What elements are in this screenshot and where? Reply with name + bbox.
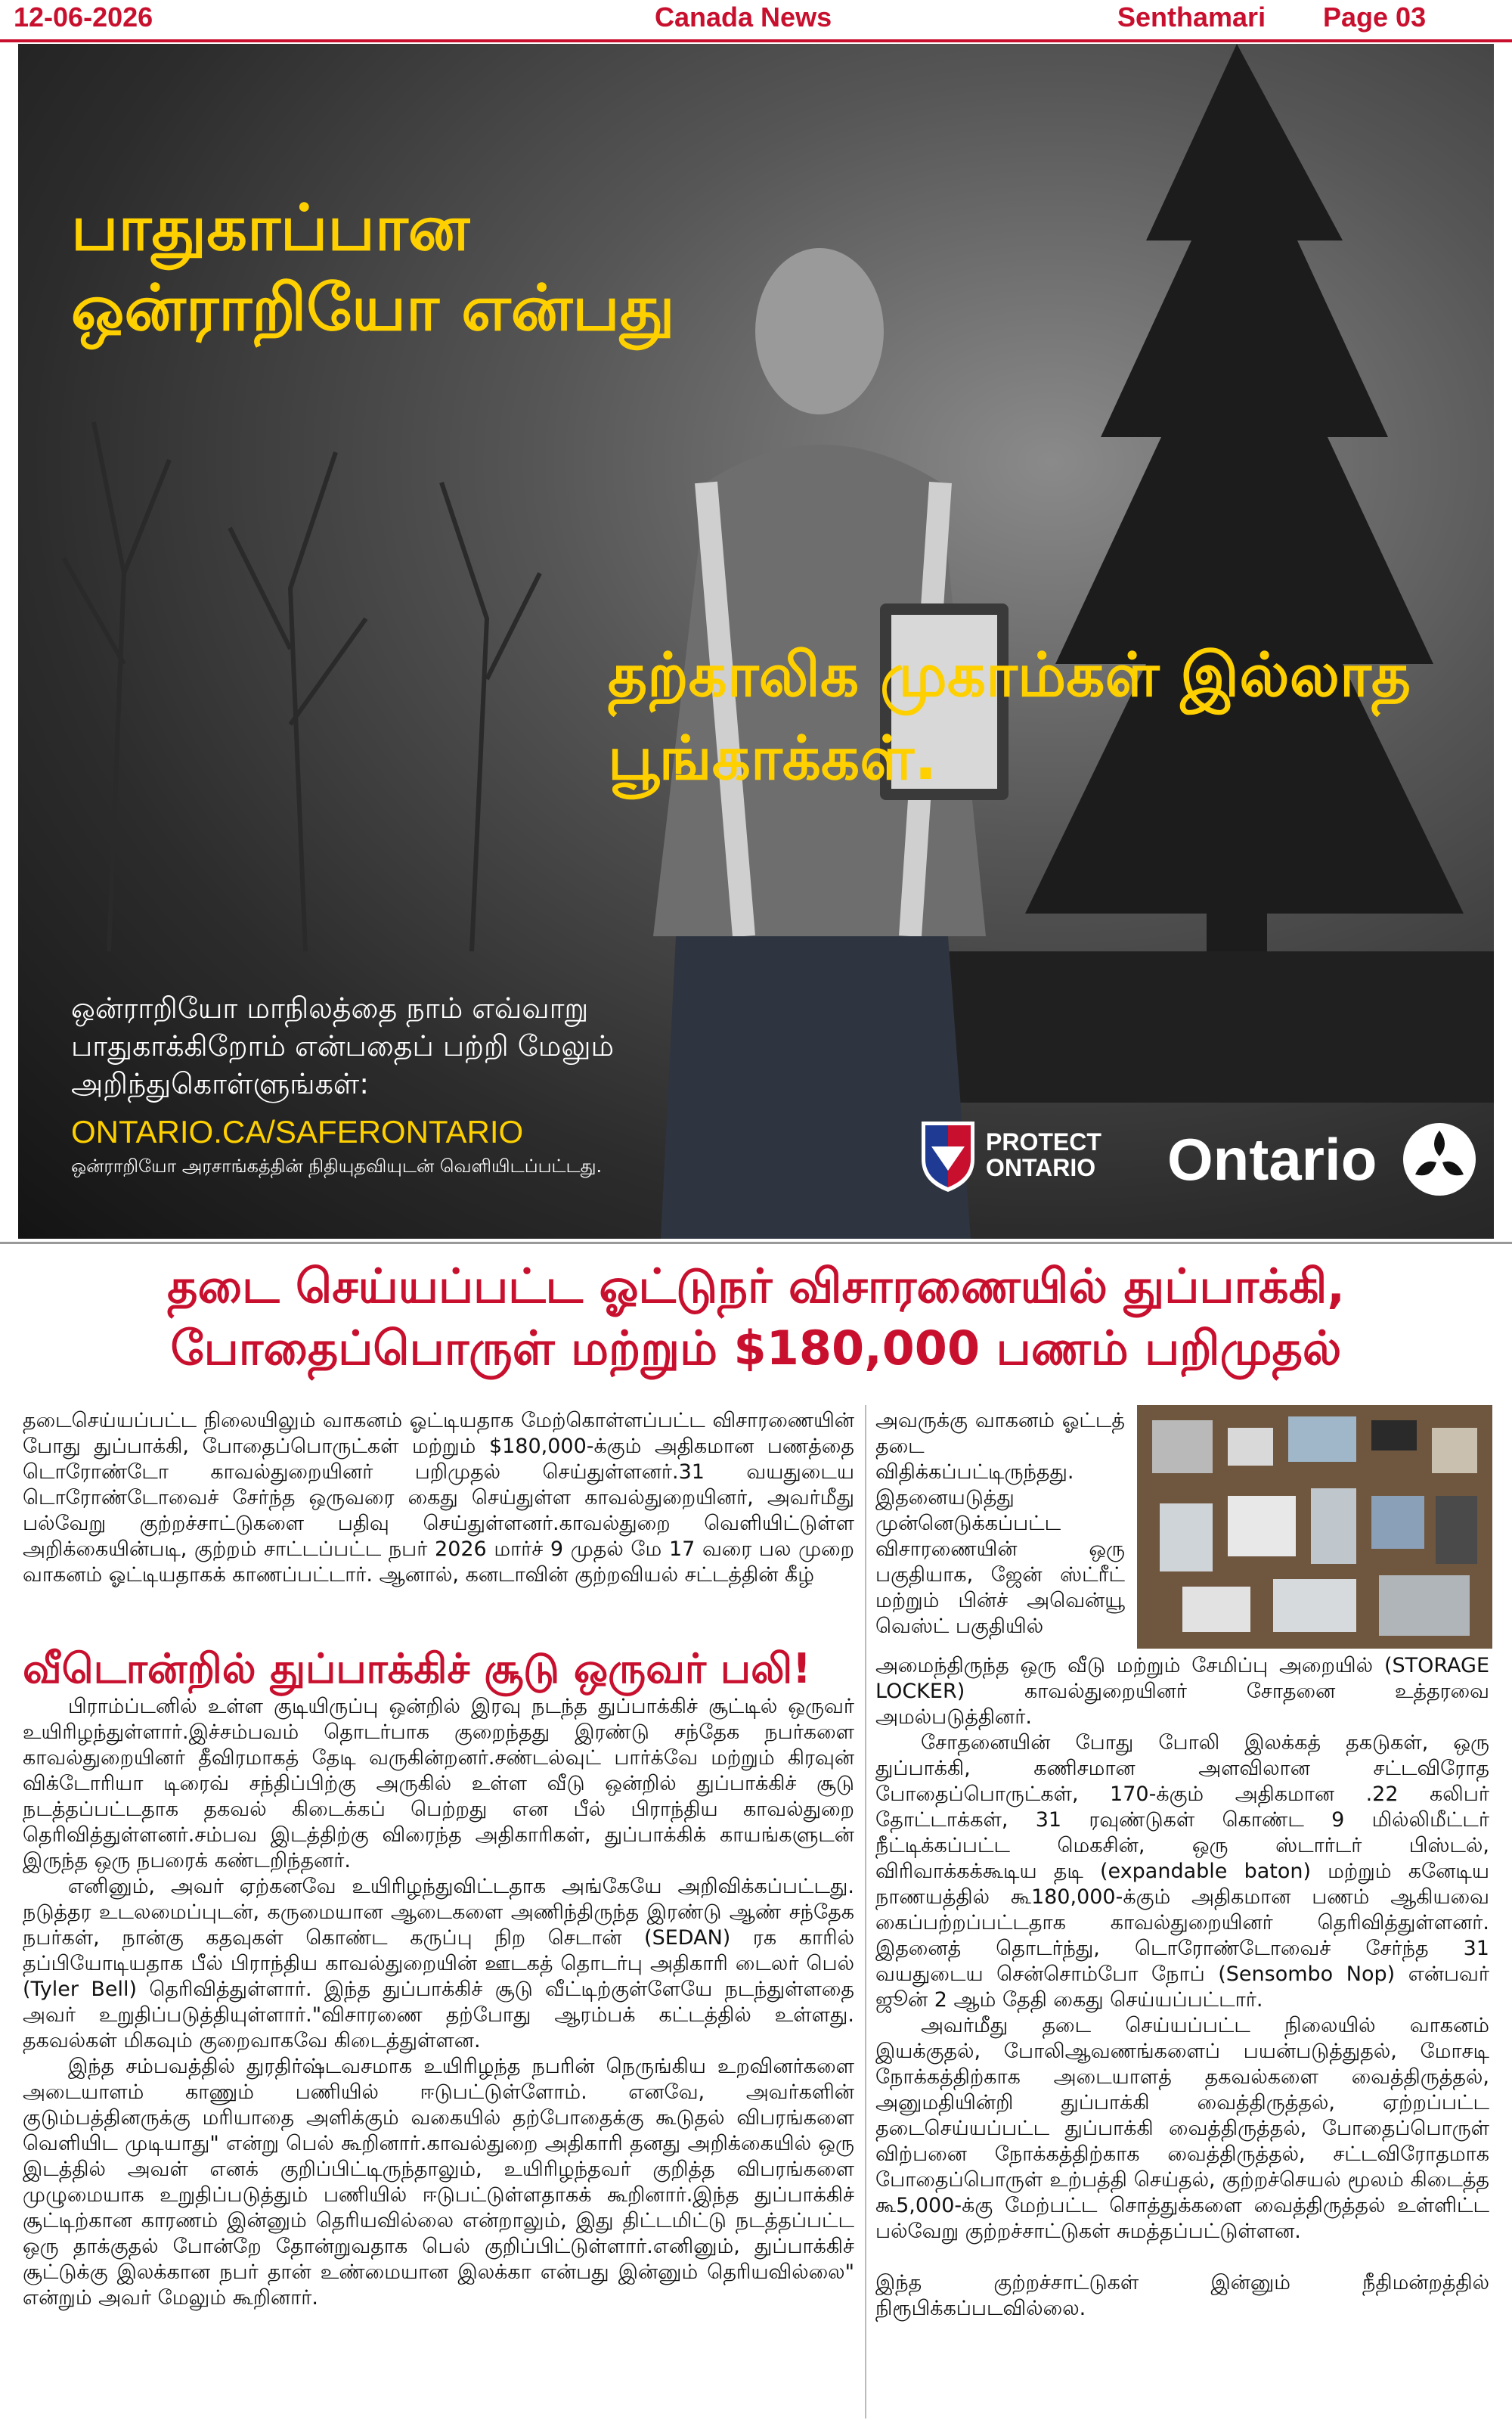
section-name: Canada News xyxy=(655,2,832,33)
article2-body: பிராம்ப்டனில் உள்ள குடியிருப்பு ஒன்றில் இரவு நடந்த துப்பாக்கிச் சூட்டில் ஒருவர் உயிரிழந்துள்ளார்.இச்சம்பவம் தொடர்பாக குறைந்தது இரண்டு சந்தேக நபர்களை காவல்துறையினர் தீவிரமாகத் தேடி வருகின்றனர்.சண்டல்வுட் பார்க்வே மற்றும் கிரவுன் விக்டோரியா டிரைவ் சந்திப்பிற்கு அருகில் உள்ள வீடு ஒன்றில் துப்பாக்கிச் சூடு நடத்தப்பட்டதாக தகவல் கிடைக்கப் பெற்றது என பீல் பிராந்திய காவல்துறை தெரிவித்துள்ளனர்.சம்பவ இடத்திற்கு விரைந்த அதிகாரிகள், துப்பாக்கிக் காயங்களுடன் இருந்த ஒரு நபரைக் கண்டறிந்தனர். எனினும், அவர் ஏற்கனவே உயிரிழந்துவிட்டதாக அங்கேயே அறிவிக்கப்பட்டது. நடுத்தர உடலமைப்புடன், கருமையான ஆடைகளை அணிந்திருந்த இரண்டு ஆண் சந்தேக நபர்கள், நான்கு கதவுகள் கொண்ட கருப்பு நிற செடான் (SEDAN) ரக காரில் தப்பியோடியதாக பீல் பிராந்திய காவல்துறையின் ஊடகத் தொடர்பு அதிகாரி டைலர் பெல் (Tyler Bell) தெரிவித்துள்ளார். இந்த துப்பாக்கிச் சூடு வீட்டிற்குள்ளேயே நடந்துள்ளதை அவர் உறுதிப்படுத்தியுள்ளார்."விசாரணை தற்போது ஆரம்பக் கட்டத்தில் உள்ளது. தகவல்கள் மிகவும் குறைவாகவே கிடைத்துள்ளன. இந்த சம்பவத்தில் துரதிர்ஷ்டவசமாக உயிரிழந்த நபரின் நெருங்கிய உறவினர்களை அடையாளம் காணும் பணியில் ஈடுபட்டுள்ளோம். எனவே, அவர்களின் குடும்பத்தினருக்கு மரியாதை அளிக்கும் வகையில் தற்போதைக்கு கூடுதல் விபரங்களை வெளியிட முடியாது" என்று பெல் கூறினார்.காவல்துறை அதிகாரி தனது அறிக்கையில் ஒரு இடத்தில் அவள் எனக் குறிப்பிட்டிருந்தாலும், உயிரிழந்தவர் குறித்த விபரங்களை முழுமையாக உறுதிப்படுத்தும் பணியில் ஈடுபட்டுள்ளதாகக் கூறினார்.இந்த துப்பாக்கிச் சூட்டிற்கான காரணம் இன்னும் தெரியவில்லை என்றாலும், இது திட்டமிட்டு நடத்தப்பட்ட ஒரு தாக்குதல் போன்றே தோன்றுவதாக பெல் குறிப்பிட்டுள்ளார்.எனினும், துப்பாக்கிச் சூட்டுக்கு இலக்கான நபர் தான் உண்மையான இலக்கா என்பது இன்னும் தெரியவில்லை" என்றும் அவர் மேலும் கூறினார். xyxy=(23,1695,854,2310)
article1-title: தடை செய்யப்பட்ட ஓட்டுநர் விசாரணையில் துப்பாக்கி, போதைப்பொருள் மற்றும் $180,000 பணம் பறிமுதல் xyxy=(167,1258,1345,1376)
page-header xyxy=(0,0,1512,39)
ontario-trillium-icon xyxy=(1402,1122,1477,1197)
page-date: 12-06-2026 xyxy=(14,2,153,33)
ad-headline: பாதுகாப்பான ஒன்ராறியோ என்பது xyxy=(71,191,675,345)
article2-title: வீடொன்றில் துப்பாக்கிச் சூடு ஒருவர் பலி! xyxy=(23,1645,811,1692)
ad-divider xyxy=(0,1242,1512,1244)
ad-url-link[interactable]: ONTARIO.CA/SAFERONTARIO xyxy=(71,1114,524,1150)
column-divider xyxy=(865,1405,866,2418)
ad-subheadline: தற்காலிக முகாம்கள் இல்லாத பூங்காக்கள். xyxy=(608,640,1411,793)
ad-body-text: ஒன்ராறியோ மாநிலத்தை நாம் எவ்வாறு பாதுகாக்கிறோம் என்பதைப் பற்றி மேலும் அறிந்துகொள்ளுங்கள்: xyxy=(71,991,615,1100)
page-number: Page 03 xyxy=(1323,2,1427,33)
seized-items-photo xyxy=(1137,1405,1492,1649)
protect-ontario-shield-icon xyxy=(918,1118,978,1193)
header-rule xyxy=(0,39,1512,42)
ad-funding-note: ஒன்ராறியோ அரசாங்கத்தின் நிதியுதவியுடன் வெளியிடப்பட்டது. xyxy=(71,1156,603,1177)
publication-name: Senthamari xyxy=(1117,2,1266,33)
ontario-wordmark: Ontario xyxy=(1167,1126,1377,1193)
article1-body: அமைந்திருந்த ஒரு வீடு மற்றும் சேமிப்பு அறையில் (STORAGE LOCKER) காவல்துறையினர் சோதனை உத்தரவை அமல்படுத்தினர். சோதனையின் போது போலி இலக்கத் தகடுகள், ஒரு துப்பாக்கி, கணிசமான அளவிலான சட்டவிரோத போதைப்பொருட்கள், 170-க்கும் அதிகமான .22 கலிபர் தோட்டாக்கள், 31 ரவுண்டுகள் கொண்ட 9 மில்லிமீட்டர் நீட்டிக்கப்பட்ட மெகசின், ஒரு ஸ்டார்டர் பிஸ்டல், விரிவாக்கக்கூடிய தடி (expandable baton) மற்றும் கனேடிய நாணயத்தில் கூ180,000-க்கும் அதிகமான பணம் ஆகியவை கைப்பற்றப்பட்டதாக காவல்துறையினர் தெரிவித்துள்ளனர். இதனைத் தொடர்ந்து, டொரோண்டோவைச் சேர்ந்த 31 வயதுடைய சென்சொம்போ நோப் (Sensombo Nop) என்பவர் ஜூன் 2 ஆம் தேதி கைது செய்யப்பட்டார். அவர்மீது தடை செய்யப்பட்ட நிலையில் வாகனம் இயக்குதல், போலிஆவணங்களைப் பயன்படுத்துதல், மோசடி நோக்கத்திற்காக அடையாளத் தகவல்களை வைத்திருத்தல், அனுமதியின்றி துப்பாக்கி வைத்திருத்தல், ஏற்றப்பட்ட தடைசெய்யப்பட்ட துப்பாக்கி வைத்திருத்தல், போதைப்பொருள் விற்பனை நோக்கத்திற்காக வைத்திருத்தல், சட்டவிரோதமாக போதைப்பொருள் உற்பத்தி செய்தல், குற்றச்செயல் மூலம் கிடைத்த கூ5,000-க்கு மேற்பட்ட சொத்துக்களை வைத்திருத்தல் உள்ளிட்ட பல்வேறு குற்றச்சாட்டுகள் சுமத்தப்பட்டுள்ளன. இந்த குற்றச்சாட்டுகள் இன்னும் நீதிமன்றத்தில் நிரூபிக்கப்படவில்லை. xyxy=(875,1654,1489,2320)
protect-ontario-text: PROTECT ONTARIO xyxy=(986,1128,1101,1181)
article1-continuation: அவருக்கு வாகனம் ஓட்டத் தடை விதிக்கப்பட்டிருந்தது. இதனையடுத்து முன்னெடுக்கப்பட்ட விசாரணையின் ஒரு பகுதியாக, ஜேன் ஸ்ட்ரீட் மற்றும் பின்ச் அவென்யூ வெஸ்ட் பகுதியில் xyxy=(875,1409,1125,1638)
ontario-advertisement[interactable] xyxy=(18,44,1494,1239)
article1-intro: தடைசெய்யப்பட்ட நிலையிலும் வாகனம் ஓட்டியதாக மேற்கொள்ளப்பட்ட விசாரணையின் போது துப்பாக்கி, போதைப்பொருட்கள் மற்றும் $180,000-க்கும் அதிகமான பணத்தை டொரோண்டோ காவல்துறையினர் பறிமுதல் செய்துள்ளனர்.31 வயதுடைய டொரோண்டோவைச் சேர்ந்த ஒருவரை கைது செய்துள்ள காவல்துறையினர், அவர்மீது பல்வேறு குற்றச்சாட்டுகளை பதிவு செய்துள்ளனர்.காவல்துறை வெளியிட்டுள்ள அறிக்கையின்படி, குற்றம் சாட்டப்பட்ட நபர் 2026 மார்ச் 9 முதல் மே 17 வரை பல முறை வாகனம் ஓட்டியதாகக் காணப்பட்டார். ஆனால், கனடாவின் குற்றவியல் சட்டத்தின் கீழ் xyxy=(23,1409,854,1587)
